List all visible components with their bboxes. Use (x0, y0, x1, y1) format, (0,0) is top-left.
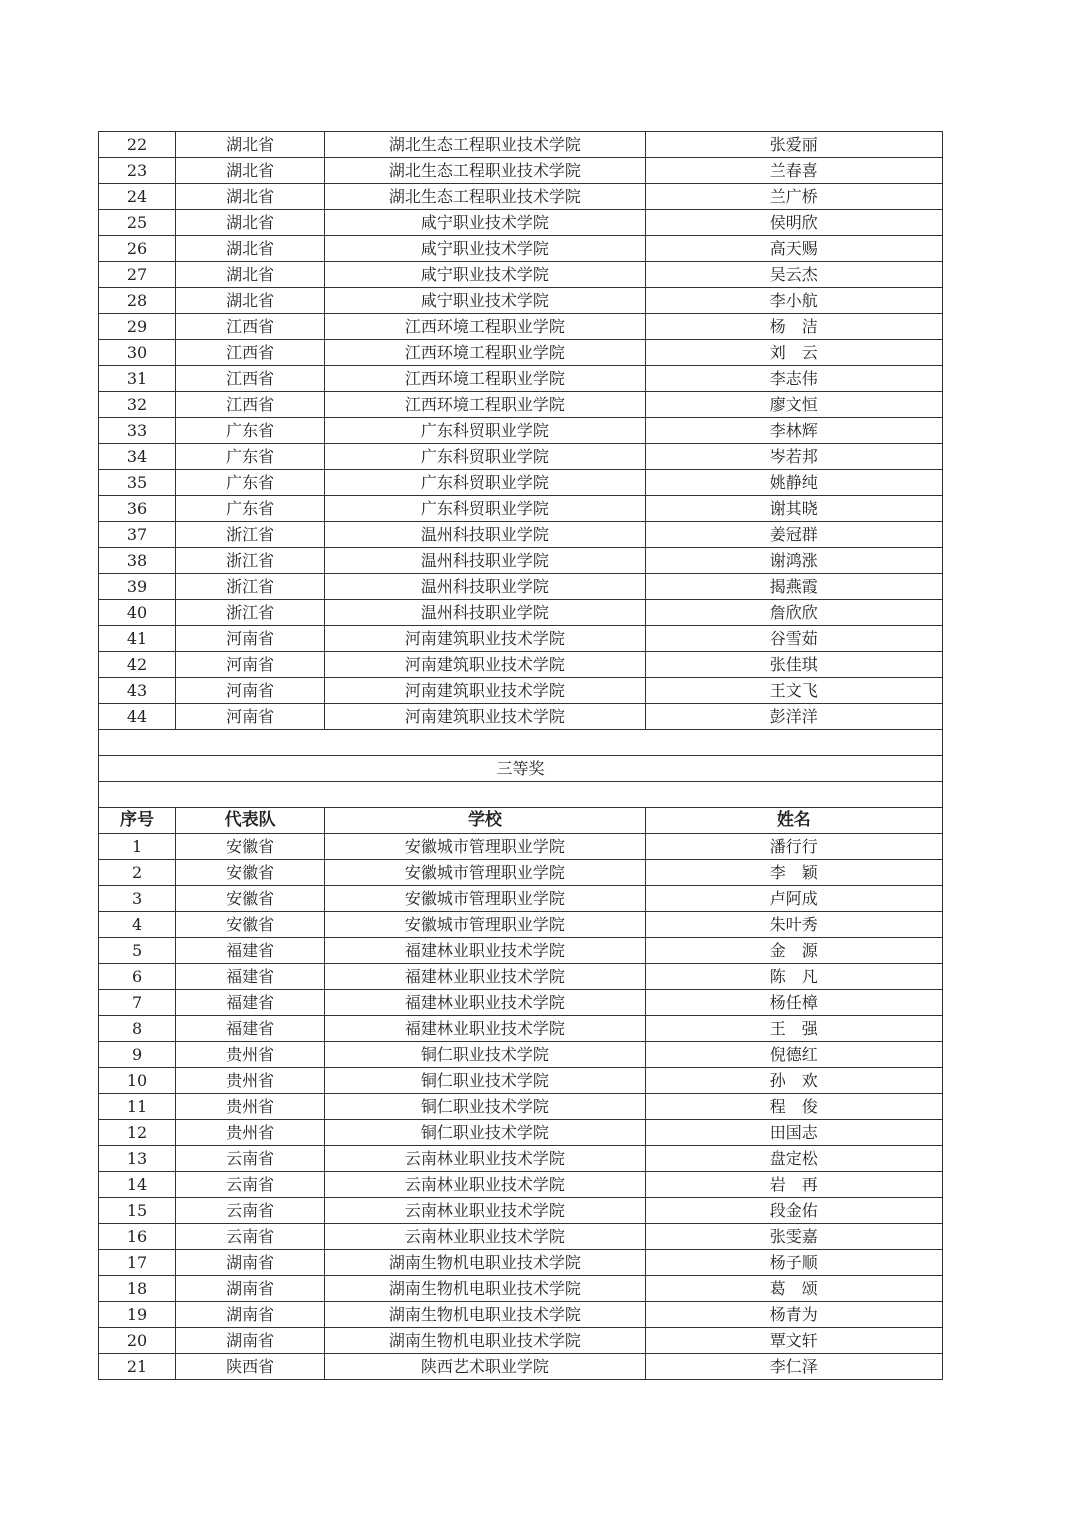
cell-no: 1 (99, 834, 176, 860)
table-row (99, 496, 943, 522)
cell-no: 27 (99, 262, 176, 288)
cell-no: 36 (99, 496, 176, 522)
cell-name: 刘 云 (645, 340, 942, 366)
cell-name: 潘行行 (645, 834, 942, 860)
cell-no: 25 (99, 210, 176, 236)
table-row (99, 548, 943, 574)
cell-school: 湖北生态工程职业技术学院 (325, 158, 645, 184)
table-row (99, 392, 943, 418)
cell-school: 河南建筑职业技术学院 (325, 704, 645, 730)
cell-name: 岑若邦 (645, 444, 942, 470)
cell-no: 3 (99, 886, 176, 912)
cell-name: 彭洋洋 (645, 704, 942, 730)
cell-school: 安徽城市管理职业学院 (325, 860, 645, 886)
cell-no: 7 (99, 990, 176, 1016)
cell-team: 安徽省 (176, 886, 325, 912)
table-row (99, 1146, 943, 1172)
blank-row (99, 782, 943, 808)
cell-no: 19 (99, 1302, 176, 1328)
cell-team: 湖北省 (176, 288, 325, 314)
cell-no: 10 (99, 1068, 176, 1094)
cell-no: 16 (99, 1224, 176, 1250)
blank-row (99, 730, 943, 756)
table-row (99, 366, 943, 392)
cell-team: 浙江省 (176, 574, 325, 600)
cell-name: 陈 凡 (645, 964, 942, 990)
table-row (99, 444, 943, 470)
cell-school: 河南建筑职业技术学院 (325, 652, 645, 678)
cell-name: 姚静纯 (645, 470, 942, 496)
cell-no: 21 (99, 1354, 176, 1380)
second-prize-rows (99, 132, 943, 730)
cell-team: 云南省 (176, 1172, 325, 1198)
table-row (99, 1042, 943, 1068)
cell-team: 广东省 (176, 444, 325, 470)
cell-no: 37 (99, 522, 176, 548)
table-row (99, 522, 943, 548)
table-row (99, 1224, 943, 1250)
cell-school: 江西环境工程职业学院 (325, 340, 645, 366)
cell-school: 江西环境工程职业学院 (325, 314, 645, 340)
cell-name: 高天赐 (645, 236, 942, 262)
cell-no: 28 (99, 288, 176, 314)
cell-name: 谷雪茹 (645, 626, 942, 652)
cell-school: 广东科贸职业学院 (325, 496, 645, 522)
cell-name: 段金佑 (645, 1198, 942, 1224)
cell-school: 湖南生物机电职业技术学院 (325, 1328, 645, 1354)
cell-no: 35 (99, 470, 176, 496)
cell-school: 铜仁职业技术学院 (325, 1042, 645, 1068)
table-row (99, 288, 943, 314)
cell-name: 孙 欢 (645, 1068, 942, 1094)
cell-team: 福建省 (176, 1016, 325, 1042)
table-row (99, 704, 943, 730)
table-row (99, 678, 943, 704)
third-prize-section (99, 730, 943, 834)
cell-school: 铜仁职业技术学院 (325, 1068, 645, 1094)
cell-name: 程 俊 (645, 1094, 942, 1120)
cell-school: 云南林业职业技术学院 (325, 1198, 645, 1224)
cell-school: 湖南生物机电职业技术学院 (325, 1276, 645, 1302)
table-row (99, 886, 943, 912)
table-row (99, 1328, 943, 1354)
cell-no: 38 (99, 548, 176, 574)
cell-school: 云南林业职业技术学院 (325, 1146, 645, 1172)
cell-team: 安徽省 (176, 860, 325, 886)
cell-school: 温州科技职业学院 (325, 574, 645, 600)
cell-team: 福建省 (176, 990, 325, 1016)
table-row (99, 860, 943, 886)
cell-team: 贵州省 (176, 1120, 325, 1146)
cell-name: 张佳琪 (645, 652, 942, 678)
cell-school: 咸宁职业技术学院 (325, 236, 645, 262)
table-row (99, 834, 943, 860)
cell-no: 30 (99, 340, 176, 366)
cell-name: 杨 洁 (645, 314, 942, 340)
cell-name: 杨子顺 (645, 1250, 942, 1276)
table-row (99, 652, 943, 678)
cell-name: 谢其晓 (645, 496, 942, 522)
table-row (99, 1068, 943, 1094)
cell-no: 34 (99, 444, 176, 470)
cell-name: 揭燕霞 (645, 574, 942, 600)
cell-no: 15 (99, 1198, 176, 1224)
cell-team: 湖南省 (176, 1302, 325, 1328)
cell-team: 云南省 (176, 1146, 325, 1172)
cell-team: 福建省 (176, 938, 325, 964)
cell-team: 福建省 (176, 964, 325, 990)
cell-school: 福建林业职业技术学院 (325, 964, 645, 990)
cell-school: 咸宁职业技术学院 (325, 262, 645, 288)
section-title: 三等奖 (99, 756, 943, 782)
cell-name: 倪德红 (645, 1042, 942, 1068)
cell-school: 福建林业职业技术学院 (325, 1016, 645, 1042)
cell-team: 湖北省 (176, 236, 325, 262)
cell-team: 安徽省 (176, 834, 325, 860)
cell-no: 9 (99, 1042, 176, 1068)
cell-no: 43 (99, 678, 176, 704)
table-row (99, 340, 943, 366)
cell-team: 湖南省 (176, 1276, 325, 1302)
table-row (99, 574, 943, 600)
award-table (98, 131, 943, 1380)
cell-name: 金 源 (645, 938, 942, 964)
cell-team: 湖北省 (176, 132, 325, 158)
table-row (99, 1120, 943, 1146)
table-row (99, 210, 943, 236)
cell-no: 12 (99, 1120, 176, 1146)
cell-team: 安徽省 (176, 912, 325, 938)
table-row (99, 262, 943, 288)
cell-name: 葛 颂 (645, 1276, 942, 1302)
table-row (99, 470, 943, 496)
cell-name: 朱叶秀 (645, 912, 942, 938)
header-team: 代表队 (176, 808, 325, 834)
cell-no: 2 (99, 860, 176, 886)
cell-team: 贵州省 (176, 1068, 325, 1094)
cell-no: 39 (99, 574, 176, 600)
table-row (99, 1172, 943, 1198)
table-row (99, 626, 943, 652)
cell-school: 安徽城市管理职业学院 (325, 912, 645, 938)
table-row (99, 1016, 943, 1042)
cell-name: 田国志 (645, 1120, 942, 1146)
cell-school: 福建林业职业技术学院 (325, 990, 645, 1016)
cell-team: 云南省 (176, 1224, 325, 1250)
cell-school: 温州科技职业学院 (325, 522, 645, 548)
cell-no: 29 (99, 314, 176, 340)
cell-no: 11 (99, 1094, 176, 1120)
cell-team: 江西省 (176, 314, 325, 340)
cell-team: 江西省 (176, 366, 325, 392)
cell-team: 湖北省 (176, 184, 325, 210)
cell-no: 41 (99, 626, 176, 652)
cell-school: 广东科贸职业学院 (325, 444, 645, 470)
cell-team: 河南省 (176, 678, 325, 704)
table-row (99, 184, 943, 210)
cell-no: 24 (99, 184, 176, 210)
cell-team: 广东省 (176, 418, 325, 444)
cell-name: 岩 再 (645, 1172, 942, 1198)
cell-name: 廖文恒 (645, 392, 942, 418)
cell-name: 李 颖 (645, 860, 942, 886)
cell-school: 江西环境工程职业学院 (325, 392, 645, 418)
cell-school: 福建林业职业技术学院 (325, 938, 645, 964)
table-row (99, 418, 943, 444)
cell-name: 张爱丽 (645, 132, 942, 158)
cell-team: 湖北省 (176, 210, 325, 236)
cell-name: 兰春喜 (645, 158, 942, 184)
cell-no: 17 (99, 1250, 176, 1276)
cell-team: 湖南省 (176, 1328, 325, 1354)
cell-no: 32 (99, 392, 176, 418)
cell-school: 安徽城市管理职业学院 (325, 886, 645, 912)
cell-team: 湖北省 (176, 158, 325, 184)
table-row (99, 1276, 943, 1302)
cell-team: 江西省 (176, 340, 325, 366)
section-title-row (99, 756, 943, 782)
cell-name: 李林辉 (645, 418, 942, 444)
cell-school: 湖北生态工程职业技术学院 (325, 132, 645, 158)
cell-team: 江西省 (176, 392, 325, 418)
table-row (99, 1354, 943, 1380)
cell-school: 湖南生物机电职业技术学院 (325, 1302, 645, 1328)
header-name: 姓名 (645, 808, 942, 834)
cell-school: 咸宁职业技术学院 (325, 210, 645, 236)
table-row (99, 912, 943, 938)
cell-team: 陕西省 (176, 1354, 325, 1380)
cell-team: 贵州省 (176, 1094, 325, 1120)
cell-school: 温州科技职业学院 (325, 600, 645, 626)
table-row (99, 1250, 943, 1276)
cell-no: 31 (99, 366, 176, 392)
cell-team: 广东省 (176, 470, 325, 496)
cell-name: 盘定松 (645, 1146, 942, 1172)
cell-name: 姜冠群 (645, 522, 942, 548)
table-row (99, 938, 943, 964)
cell-school: 云南林业职业技术学院 (325, 1224, 645, 1250)
cell-school: 河南建筑职业技术学院 (325, 626, 645, 652)
table-row (99, 1094, 943, 1120)
cell-team: 广东省 (176, 496, 325, 522)
cell-no: 14 (99, 1172, 176, 1198)
cell-name: 张雯嘉 (645, 1224, 942, 1250)
cell-school: 河南建筑职业技术学院 (325, 678, 645, 704)
cell-no: 8 (99, 1016, 176, 1042)
cell-name: 卢阿成 (645, 886, 942, 912)
cell-team: 河南省 (176, 704, 325, 730)
table-row (99, 132, 943, 158)
cell-name: 王文飞 (645, 678, 942, 704)
cell-team: 湖南省 (176, 1250, 325, 1276)
cell-no: 22 (99, 132, 176, 158)
cell-name: 杨青为 (645, 1302, 942, 1328)
table-row (99, 600, 943, 626)
cell-team: 贵州省 (176, 1042, 325, 1068)
cell-no: 13 (99, 1146, 176, 1172)
cell-school: 陕西艺术职业学院 (325, 1354, 645, 1380)
cell-no: 20 (99, 1328, 176, 1354)
cell-school: 湖北生态工程职业技术学院 (325, 184, 645, 210)
cell-name: 王 强 (645, 1016, 942, 1042)
cell-school: 云南林业职业技术学院 (325, 1172, 645, 1198)
cell-team: 湖北省 (176, 262, 325, 288)
cell-team: 浙江省 (176, 548, 325, 574)
cell-name: 覃文轩 (645, 1328, 942, 1354)
cell-no: 33 (99, 418, 176, 444)
third-prize-rows (99, 834, 943, 1380)
table-row (99, 1302, 943, 1328)
cell-team: 浙江省 (176, 600, 325, 626)
cell-no: 5 (99, 938, 176, 964)
table-row (99, 964, 943, 990)
cell-no: 6 (99, 964, 176, 990)
cell-no: 18 (99, 1276, 176, 1302)
cell-no: 44 (99, 704, 176, 730)
cell-school: 铜仁职业技术学院 (325, 1120, 645, 1146)
cell-name: 李志伟 (645, 366, 942, 392)
header-no: 序号 (99, 808, 176, 834)
cell-team: 河南省 (176, 652, 325, 678)
table-row (99, 1198, 943, 1224)
cell-name: 杨任樟 (645, 990, 942, 1016)
cell-name: 兰广桥 (645, 184, 942, 210)
cell-name: 詹欣欣 (645, 600, 942, 626)
cell-team: 云南省 (176, 1198, 325, 1224)
cell-team: 浙江省 (176, 522, 325, 548)
table-row (99, 236, 943, 262)
cell-no: 40 (99, 600, 176, 626)
cell-school: 咸宁职业技术学院 (325, 288, 645, 314)
cell-name: 李小航 (645, 288, 942, 314)
table-row (99, 990, 943, 1016)
cell-school: 温州科技职业学院 (325, 548, 645, 574)
cell-school: 广东科贸职业学院 (325, 470, 645, 496)
cell-no: 4 (99, 912, 176, 938)
cell-name: 谢鸿涨 (645, 548, 942, 574)
cell-name: 李仁泽 (645, 1354, 942, 1380)
cell-name: 吴云杰 (645, 262, 942, 288)
cell-no: 23 (99, 158, 176, 184)
table-header (99, 808, 943, 834)
cell-no: 42 (99, 652, 176, 678)
header-school: 学校 (325, 808, 645, 834)
cell-school: 广东科贸职业学院 (325, 418, 645, 444)
cell-school: 湖南生物机电职业技术学院 (325, 1250, 645, 1276)
cell-team: 河南省 (176, 626, 325, 652)
table-row (99, 158, 943, 184)
cell-school: 江西环境工程职业学院 (325, 366, 645, 392)
table-row (99, 314, 943, 340)
cell-name: 侯明欣 (645, 210, 942, 236)
cell-school: 安徽城市管理职业学院 (325, 834, 645, 860)
cell-no: 26 (99, 236, 176, 262)
cell-school: 铜仁职业技术学院 (325, 1094, 645, 1120)
